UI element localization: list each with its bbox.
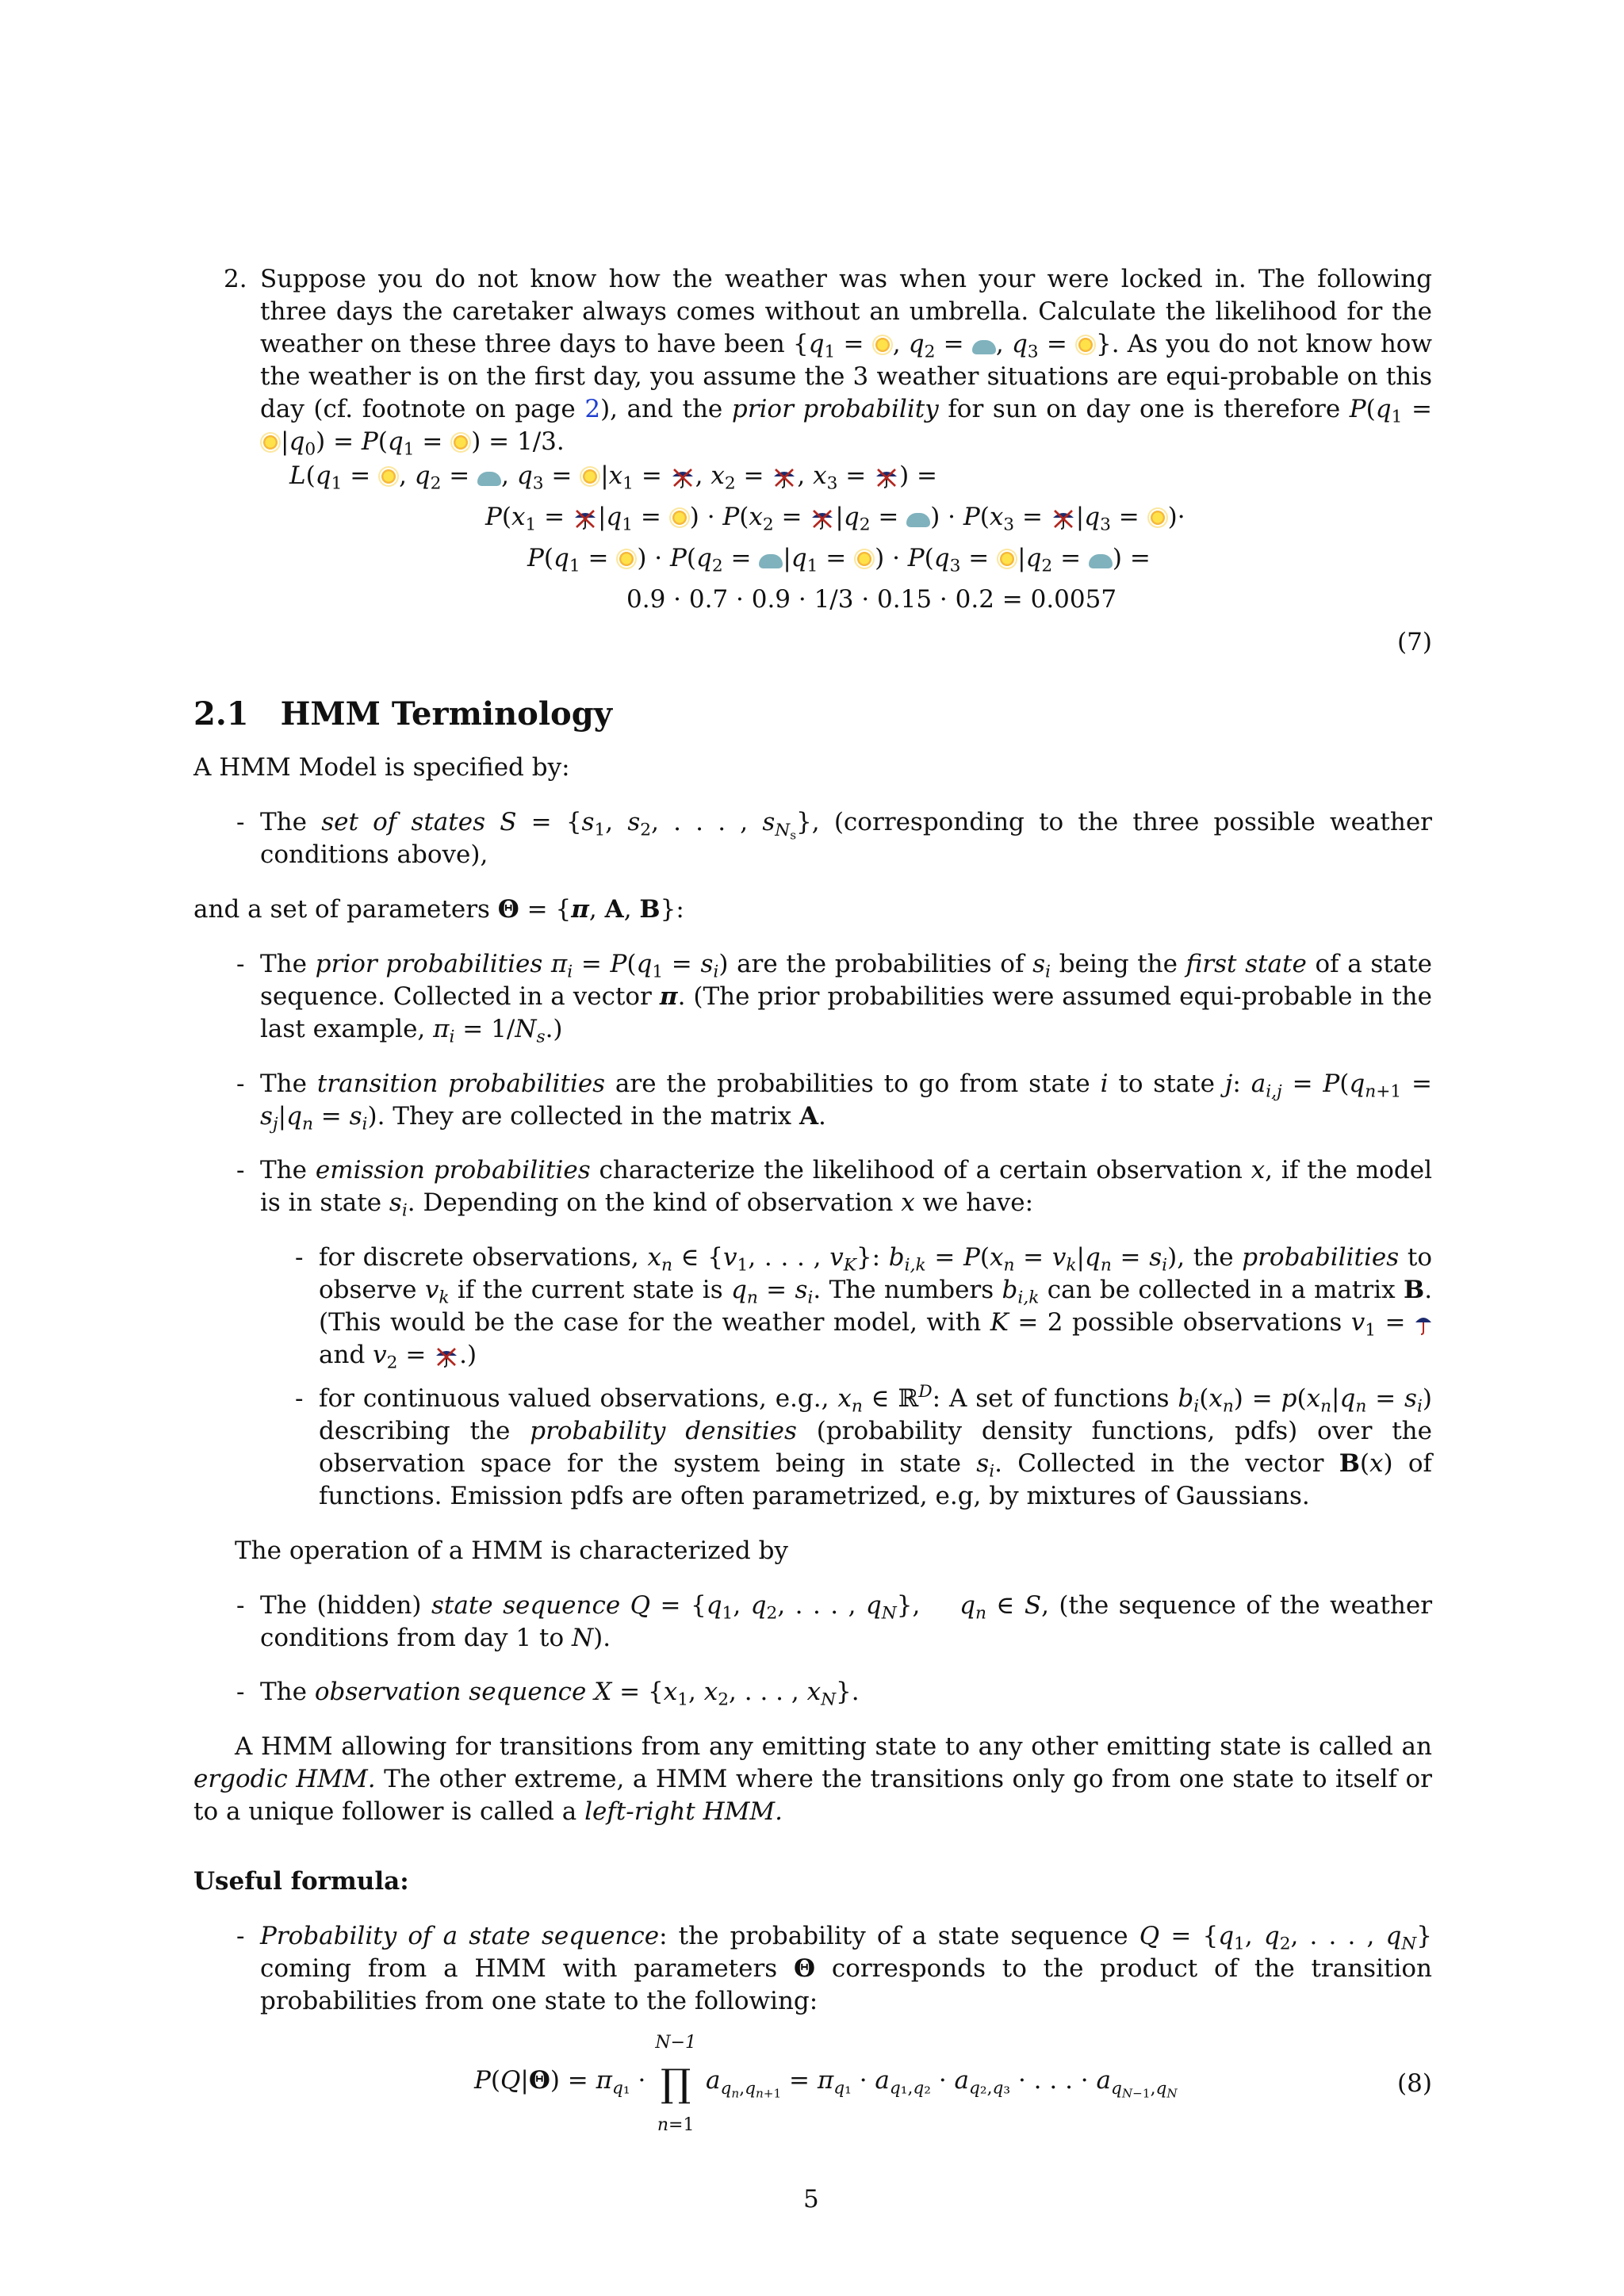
exercise-item-2 bbox=[224, 263, 1432, 458]
equation-7-line-3: $P(q_1$ = ) · $P(q_2 = |q_1$ = ) · $P(q_3 = |q_2$ = ) = bbox=[527, 544, 1151, 576]
no-umbrella-icon bbox=[670, 466, 695, 488]
list-item-emission: - The emission probabilities characterize the likelihood of a certain observation x, if the model is in state $s_i$. Depending on the kind of observation x we have: bbox=[236, 1156, 1432, 1221]
list-item-state-sequence: - Probability of a state sequence: the probability of a state sequence $Q = \{q_1$, $q_2$, . . . , $q_N$} coming from a HMM with parameters Θ corresponds to the product of the transition probabilities from one state to the following: bbox=[236, 1922, 1433, 2015]
useful-formula-heading: Useful formula: bbox=[193, 1867, 409, 1896]
section-number: 2.1 bbox=[193, 695, 249, 733]
no-umbrella-icon bbox=[434, 1345, 459, 1368]
page-reference-link[interactable]: 2 bbox=[584, 395, 601, 423]
section-title: HMM Terminology bbox=[280, 695, 612, 733]
list-item-discrete: - for discrete observations, $x_n$ ∈ {$v_1$, . . . , $v_K$}: $b_{i,k} = P(x_n = v_k|q_n = s_i)$, the probabilities to observe $v_k$ if the current state is $q_n = s_i$. The numbers $b_{i,k}$ can be collected in a matrix B. (This would be the case for the weather model, with K = 2 possible observations $v_1$ = and $v_2$ = .) bbox=[295, 1243, 1433, 1373]
item-text: Suppose you do not know how the weather was when your were locked in. The following three days the caretaker always comes without an umbrella. Calculate the likelihood for the weather on these three days to have been {$q_1$ = , $q_2$ = , $q_3$ = }. As you do not know how the weather is on the first day, you assume the 3 weather situations are equi-probable on this day (cf. footnote on page 2), and the prior probability for sun on day one is therefore $P(q_1 = |q_0) = P(q_1$ = ) = 1/3. bbox=[260, 265, 1433, 460]
equation-7-line-4: 0.9 · 0.7 · 0.9 · 1/3 · 0.15 · 0.2 = 0.0057 bbox=[626, 585, 1117, 614]
sun-icon bbox=[1147, 507, 1168, 528]
cloud-icon bbox=[906, 513, 930, 527]
sun-icon bbox=[580, 466, 600, 487]
sun-icon bbox=[450, 432, 471, 453]
ergodic-paragraph: A HMM allowing for transitions from any emitting state to any other emitting state is called an ergodic HMM. The other extreme, a HMM where the transitions only go from one state to itself or to a unique follower is called a left-right HMM. bbox=[193, 1732, 1432, 1826]
equation-8-number: (8) bbox=[1397, 2069, 1432, 2098]
equation-7-line-2: $P(x_1 = |q_1$ = ) · $P(x_2 = |q_2$ = ) · $P(x_3 = |q_3$ = )· bbox=[485, 503, 1185, 535]
list-item-continuous: - for continuous valued observations, e.g., $x_n$ ∈ ℝ$^D$: A set of functions $b_i(x_n) = p(x_n|q_n = s_i)$ describing the probability densities (probability density functions, pdfs) over the observation space for the system being in state $s_i$. Collected in the vector B(x) of functions. Emission pdfs are often parametrized, e.g, by mixtures of Gaussians. bbox=[295, 1382, 1433, 1510]
page-number: 5 bbox=[803, 2185, 819, 2214]
no-umbrella-icon bbox=[1051, 507, 1076, 530]
params-paragraph: and a set of parameters Θ = {π, A, B}: bbox=[193, 895, 684, 924]
list-item-hidden-state: - The (hidden) state sequence $Q = \{q_1$, $q_2$, . . . , $q_N$}, $q_n$ ∈ S, (the sequence of the weather conditions from day 1 to N). bbox=[236, 1591, 1433, 1652]
sun-icon bbox=[378, 466, 399, 487]
intro-paragraph: A HMM Model is specified by: bbox=[193, 753, 570, 782]
sun-icon bbox=[997, 549, 1017, 569]
cloud-icon bbox=[972, 340, 996, 354]
list-item-transition: - The transition probabilities are the probabilities to go from state i to state j: $a_{i,j} = P(q_{n+1} = s_j|q_n = s_i)$. They are collected in the matrix A. bbox=[236, 1070, 1432, 1135]
equation-7-number: (7) bbox=[1397, 628, 1432, 656]
sun-icon bbox=[260, 432, 281, 453]
no-umbrella-icon bbox=[573, 507, 598, 530]
equation-8: $P(Q|\Theta) = \pi_{q_1}$ · N−1 ∏ n=1 $a_{q_n,q_{n+1}} = \pi_{q_1} \cdot a_{q_1,q_2} \cdot a_{q_2,q_3}$ · . . . · $a_{q_{N-1},q_N}$ bbox=[474, 2033, 1178, 2135]
sun-icon bbox=[872, 335, 893, 355]
cloud-icon bbox=[759, 554, 783, 568]
list-item-observation: - The observation sequence $X = \{x_1$, $x_2$, . . . , $x_N$}. bbox=[236, 1678, 860, 1710]
operation-paragraph: The operation of a HMM is characterized by bbox=[235, 1536, 788, 1565]
sun-icon bbox=[854, 549, 875, 569]
no-umbrella-icon bbox=[810, 507, 835, 530]
item-number: 2. bbox=[224, 265, 247, 293]
equation-7-line-1: $L(q_1$ = , $q_2$ = , $q_3 = |x_1$ = , $x_2$ = , $x_3$ = ) = bbox=[289, 461, 937, 494]
no-umbrella-icon bbox=[874, 466, 899, 488]
cloud-icon bbox=[477, 472, 501, 486]
no-umbrella-icon bbox=[772, 466, 797, 488]
umbrella-icon bbox=[1415, 1313, 1432, 1335]
sun-icon bbox=[669, 507, 690, 528]
sun-icon bbox=[1075, 335, 1096, 355]
cloud-icon bbox=[1089, 554, 1113, 568]
sun-icon bbox=[616, 549, 637, 569]
list-item-states: - The set of states $S = \{s_1$, $s_2$, . . . , $s_{N_s}$}, (corresponding to the three possible weather conditions above), bbox=[236, 808, 1432, 869]
section-heading bbox=[193, 695, 612, 733]
list-item-prior: - The prior probabilities $\pi_i = P(q_1 = s_i)$ are the probabilities of $s_i$ being the first state of a state sequence. Collected in a vector π. (The prior probabilities were assumed equi-probable in the last example, $\pi_i = 1/N_s$.) bbox=[236, 950, 1433, 1047]
